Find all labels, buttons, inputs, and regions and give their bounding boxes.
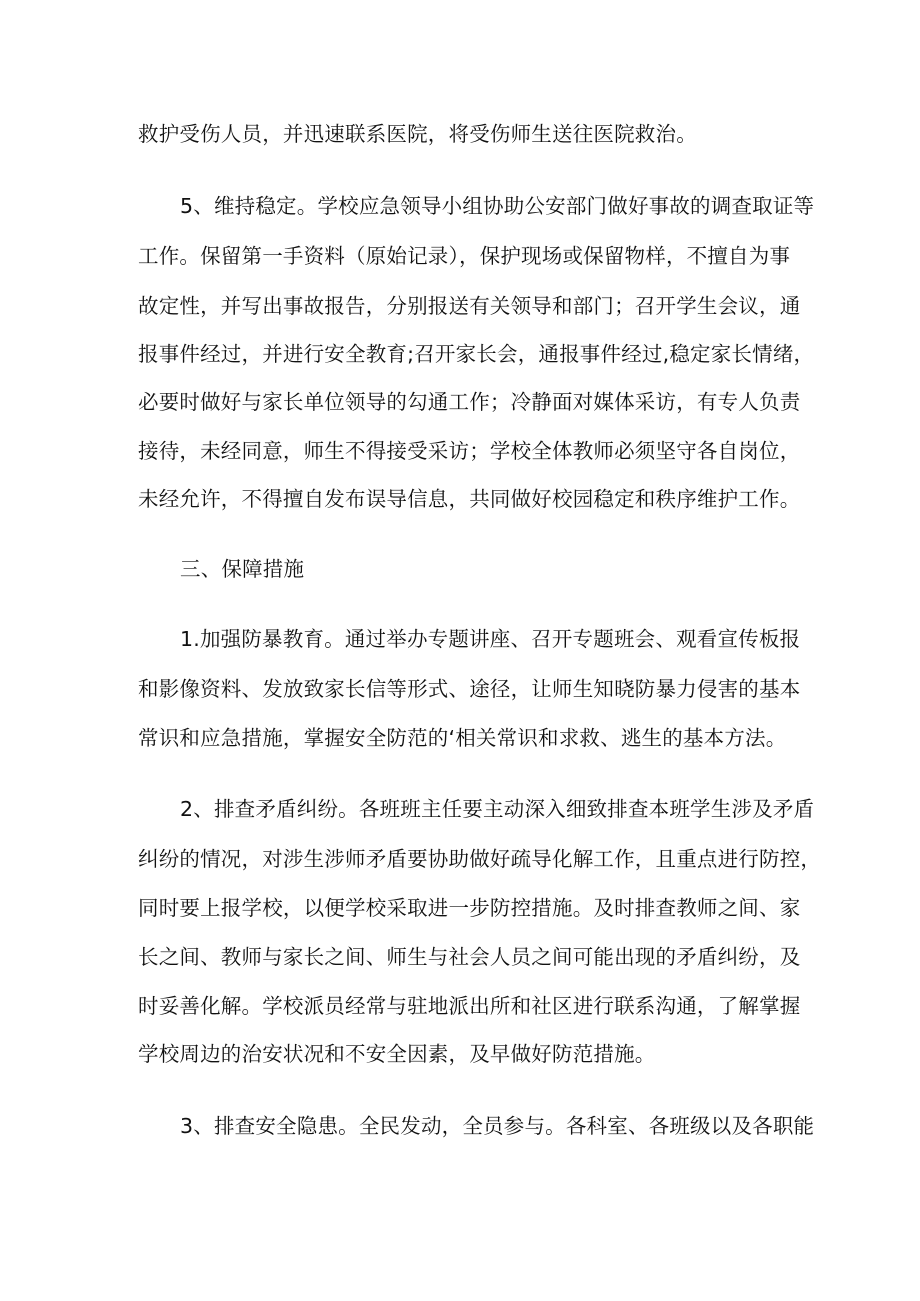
paragraph-line: 故定性，并写出事故报告，分别报送有关领导和部门；召开学生会议，通 bbox=[138, 294, 801, 318]
paragraph-line: 纠纷的情况，对涉生涉师矛盾要协助做好疏导化解工作，且重点进行防控， bbox=[138, 847, 822, 871]
paragraph-line: 常识和应急措施，掌握安全防范的‘相关常识和求救、逃生的基本方法。 bbox=[138, 726, 787, 750]
paragraph-line: 5、维持稳定。学校应急领导小组协助公安部门做好事故的调查取证等 bbox=[180, 194, 815, 218]
paragraph-line: 和影像资料、发放致家长信等形式、途径，让师生知晓防暴力侵害的基本 bbox=[138, 677, 801, 701]
paragraph-line: 3、排查安全隐患。全民发动，全员参与。各科室、各班级以及各职能 bbox=[180, 1114, 815, 1138]
paragraph-line: 报事件经过，并进行安全教育;召开家长会，通报事件经过,稳定家长情绪， bbox=[138, 342, 815, 366]
paragraph-line: 长之间、教师与家长之间、师生与社会人员之间可能出现的矛盾纠纷，及 bbox=[138, 945, 801, 969]
paragraph-line: 救护受伤人员，并迅速联系医院，将受伤师生送往医院救治。 bbox=[138, 122, 697, 146]
paragraph-line: 学校周边的治安状况和不安全因素，及早做好防范措施。 bbox=[138, 1042, 656, 1066]
paragraph-line: 接待，未经同意，师生不得接受采访；学校全体教师必须坚守各自岗位， bbox=[138, 439, 801, 463]
paragraph-line: 时妥善化解。学校派员经常与驻地派出所和社区进行联系沟通，了解掌握 bbox=[138, 994, 801, 1018]
section-heading: 三、保障措施 bbox=[180, 557, 305, 581]
paragraph-line: 1.加强防暴教育。通过举办专题讲座、召开专题班会、观看宣传板报 bbox=[180, 627, 801, 651]
paragraph-line: 必要时做好与家长单位领导的勾通工作；冷静面对媒体采访，有专人负责 bbox=[138, 390, 801, 414]
paragraph-line: 同时要上报学校，以便学校采取进一步防控措施。及时排查教师之间、家 bbox=[138, 896, 801, 920]
paragraph-line: 2、排查矛盾纠纷。各班班主任要主动深入细致排查本班学生涉及矛盾 bbox=[180, 797, 815, 821]
paragraph-line: 工作。保留第一手资料（原始记录），保护现场或保留物样，不擅自为事 bbox=[138, 244, 791, 268]
paragraph-line: 未经允许，不得擅自发布误导信息，共同做好校园稳定和秩序维护工作。 bbox=[138, 487, 801, 511]
